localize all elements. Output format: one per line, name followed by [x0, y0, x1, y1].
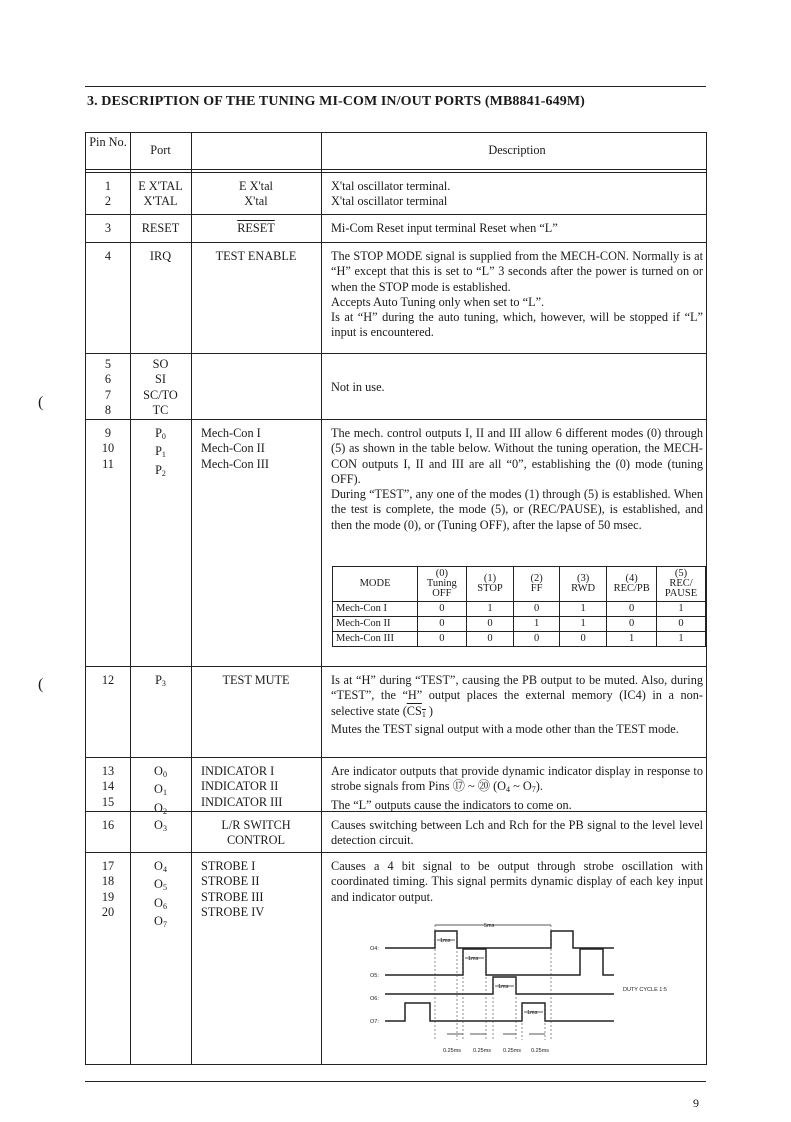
- gap-label: 0.25ms: [531, 1048, 550, 1054]
- description: Not in use.: [331, 380, 385, 394]
- gap-label: 0.25ms: [473, 1048, 492, 1054]
- function-names: L/R SWITCH CONTROL: [221, 818, 291, 848]
- description: Causes a 4 bit signal to be output through strobe oscillation with coordinated timing. This signal permits dynamic display of each key input and indicator output.: [331, 859, 703, 904]
- function-names: INDICATOR I INDICATOR II INDICATOR III: [201, 764, 283, 809]
- description: Is at “H” during “TEST”, causing the PB output to be muted. Also, during “TEST”, the “H” output places the external memory (IC4) in a non-selective state ($\overline{CS}_1$ ) Mutes the TEST signal output with a mode other than the TEST mode.: [331, 673, 703, 736]
- function-names: TEST ENABLE: [215, 249, 297, 263]
- signal-label: O5:: [370, 973, 379, 979]
- pulse-label: 1ms: [440, 938, 451, 944]
- description: The STOP MODE signal is supplied from the MECH-CON. Normally is at “H” except that this is set to “L” 3 seconds after the power is turned on or when the STOP mode is established. Accepts Auto Tuning only when set to “L”. Is at “H” during the auto tuning, which, however, will be stopped if “L” input is encountered.: [331, 249, 703, 340]
- header-description: Description: [488, 143, 546, 157]
- mode-row: Mech-Con II 0 0 1 1 0 0: [333, 617, 706, 632]
- port-names: $O_0$ $O_1$ $O_2$: [154, 764, 167, 816]
- mode-row: Mech-Con I 0 1 0 1 0 1: [333, 602, 706, 617]
- gap-label: 0.25ms: [443, 1048, 462, 1054]
- bottom-rule: [85, 1081, 706, 1082]
- pin-numbers: 3: [104, 221, 112, 235]
- waveform-o5: [385, 949, 614, 975]
- pin-numbers: 4: [104, 249, 112, 263]
- function-names: STROBE I STROBE II STROBE III STROBE IV: [201, 859, 265, 919]
- port-names: RESET: [141, 221, 180, 235]
- description: Causes switching between Lch and Rch for the PB signal to the level level detection circuit.: [331, 818, 703, 848]
- port-names: SO SI SC/TO TC: [143, 357, 178, 417]
- pin-numbers: 1 2: [104, 179, 112, 209]
- port-names: $P_3$: [155, 673, 166, 688]
- page-number: 9: [693, 1096, 699, 1110]
- waveform-o4: [385, 931, 614, 948]
- gap-label: 0.25ms: [503, 1048, 522, 1054]
- mode-table: MODE (0) Tuning OFF (1) STOP (2) FF (3) RWD (4) REC/PB (5) REC/ PAUSE Mech-Con I 0 1 0 1 0 1 Mech-Con II 0 0 1 1 0 0 Mech-Con III 0 0 0 0 1 1: [332, 566, 706, 647]
- margin-mark: (: [38, 676, 44, 693]
- signal-label: O4:: [370, 946, 379, 952]
- pin-numbers: 16: [101, 818, 115, 832]
- signal-label: O6:: [370, 996, 379, 1002]
- duty-cycle-label: DUTY CYCLE 1:5: [623, 987, 667, 993]
- signal-label: O7:: [370, 1019, 379, 1025]
- pin-numbers: 13 14 15: [101, 764, 115, 809]
- pin-numbers: 5 6 7 8: [104, 357, 112, 417]
- header-port: Port: [150, 143, 171, 157]
- pin-numbers: 17 18 19 20: [101, 859, 115, 919]
- pulse-label: 1ms: [527, 1010, 538, 1016]
- function-names: TEST MUTE: [222, 673, 290, 687]
- description: Are indicator outputs that provide dynamic indicator display in response to strobe signals from Pins ⑰ ~ ⑳ ($O_4$ ~ $O_7$). The “L” outputs cause the indicators to come on.: [331, 764, 703, 812]
- port-names: $P_0$ $P_1$ $P_2$: [155, 426, 166, 478]
- port-names: $O_4$ $O_5$ $O_6$ $O_7$: [154, 859, 167, 929]
- description: X'tal oscillator terminal. X'tal oscillator terminal: [331, 179, 451, 209]
- period-label: 5ms: [484, 923, 495, 929]
- pin-numbers: 9 10 11: [101, 426, 115, 471]
- waveform-o7: [385, 1003, 614, 1021]
- description: Mi-Com Reset input terminal Reset when “L”: [331, 221, 558, 235]
- function-names: Mech-Con I Mech-Con II Mech-Con III: [201, 426, 269, 471]
- pulse-label: 1ms: [468, 956, 479, 962]
- function-names: E X'tal X'tal: [239, 179, 273, 209]
- description: The mech. control outputs I, II and III allow 6 different modes (0) through (5) as shown in the table below. Without the tuning operation, the MECH-CON outputs I, II and III are all “0”, establishing the (0) mode (tuning OFF). During “TEST”, any one of the modes (1) through (5) is established. When the test is complete, the mode (5), or (REC/PAUSE), is established, and then the mode (0), or (Tuning OFF), after the lapse of 50 msec.: [331, 426, 703, 532]
- pulse-label: 1ms: [498, 984, 509, 990]
- port-names: IRQ: [149, 249, 172, 263]
- port-names: $O_3$: [154, 818, 167, 833]
- port-names: E X'TAL X'TAL: [138, 179, 183, 209]
- mode-row: Mech-Con III 0 0 0 0 1 1: [333, 632, 706, 647]
- function-names: RESET: [237, 221, 275, 235]
- pin-numbers: 12: [101, 673, 115, 687]
- margin-mark: (: [38, 394, 44, 411]
- section-title: 3. DESCRIPTION OF THE TUNING MI-COM IN/OUT PORTS (MB8841-649M): [87, 94, 585, 109]
- header-pin: Pin No.: [89, 135, 127, 149]
